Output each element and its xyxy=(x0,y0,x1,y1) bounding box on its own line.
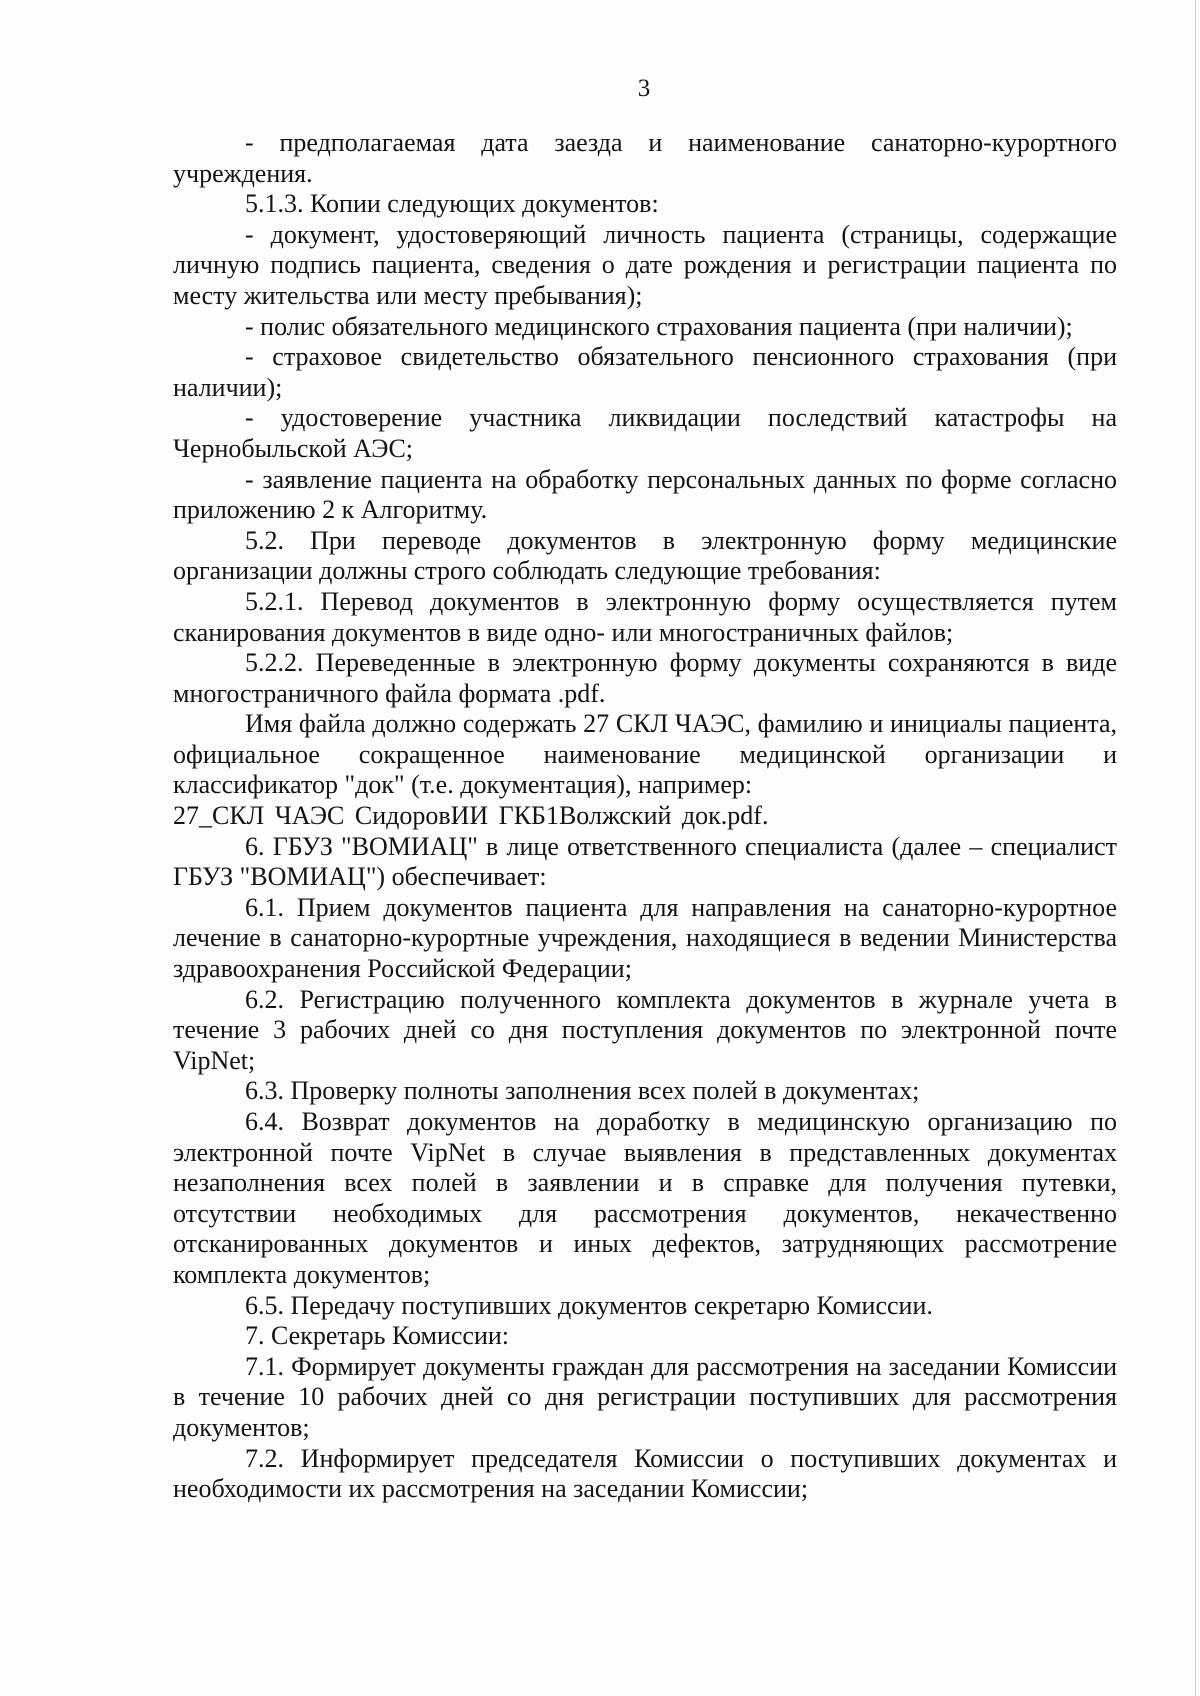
paragraph-6: 6. ГБУЗ "ВОМИАЦ" в лице ответственного специалиста (далее – специалист ГБУЗ "ВОМИАЦ") обеспечивает: xyxy=(173,831,1117,892)
paragraph-5-2-1: 5.2.1. Перевод документов в электронную форму осуществляется путем сканирования документов в виде одно- или многостраничных файлов; xyxy=(173,586,1117,647)
page-number: 3 xyxy=(637,75,651,102)
paragraph-6-2: 6.2. Регистрацию полученного комплекта документов в журнале учета в течение 3 рабочих дней со дня поступления документов по электронной почте VipNet; xyxy=(173,984,1117,1075)
paragraph-insurance-policy: - полис обязательного медицинского страхования пациента (при наличии); xyxy=(245,311,1073,341)
paragraph-5-2: 5.2. При переводе документов в электронную форму медицинские организации должны строго соблюдать следующие требования: xyxy=(173,525,1117,586)
paragraph-pension-certificate: - страховое свидетельство обязательного пенсионного страхования (при наличии); xyxy=(173,342,1117,402)
paragraph-file-name-example: 27_СКЛ ЧАЭС СидоровИИ ГКБ1Волжский док.pdf. xyxy=(173,801,769,831)
paragraph-6-3: 6.3. Проверку полноты заполнения всех полей в документах; xyxy=(245,1076,920,1106)
paragraph-6-5: 6.5. Передачу поступивших документов секретарю Комиссии. xyxy=(245,1290,933,1320)
paragraph-6-4: 6.4. Возврат документов на доработку в медицинскую организацию по электронной почте VipNet в случае выявления в представленных документах незаполнения всех полей в заявлении и в справке для получения путевки, отсутствии необходимых для рассмотрения документов, некачественно отсканированных документов и иных дефектов, затрудняющих рассмотрение комплекта документов; xyxy=(173,1107,1117,1289)
paragraph-file-name-rule: Имя файла должно содержать 27 СКЛ ЧАЭС, фамилию и инициалы пациента, официальное сокращенное наименование медицинской организации и классификатор "док" (т.е. документация), например: xyxy=(173,709,1117,800)
paragraph-7: 7. Секретарь Комиссии: xyxy=(245,1321,509,1351)
document-body xyxy=(173,128,1117,1505)
paragraph-7-2: 7.2. Информирует председателя Комиссии о поступивших документах и необходимости их рассмотрения на заседании Комиссии; xyxy=(173,1443,1117,1504)
paragraph-6-1: 6.1. Прием документов пациента для направления на санаторно-курортное лечение в санаторно-курортные учреждения, находящиеся в ведении Министерства здравоохранения Российской Федерации; xyxy=(173,892,1117,984)
paragraph-5-2-2: 5.2.2. Переведенные в электронную форму документы сохраняются в виде многостраничного файла формата .pdf. xyxy=(173,648,1117,708)
scan-edge-line xyxy=(1195,0,1196,1696)
paragraph-7-1: 7.1. Формирует документы граждан для рассмотрения на заседании Комиссии в течение 10 рабочих дней со дня регистрации поступивших для рассмотрения документов; xyxy=(173,1351,1117,1442)
paragraph-identity-document: - документ, удостоверяющий личность пациента (страницы, содержащие личную подпись пациента, сведения о дате рождения и регистрации пациента по месту жительства или месту пребывания); xyxy=(173,219,1117,310)
paragraph-personal-data-consent: - заявление пациента на обработку персональных данных по форме согласно приложению 2 к Алгоритму. xyxy=(173,464,1117,525)
paragraph-5-1-3: 5.1.3. Копии следующих документов: xyxy=(245,189,659,219)
paragraph-chernobyl-certificate: - удостоверение участника ликвидации последствий катастрофы на Чернобыльской АЭС; xyxy=(173,403,1117,463)
paragraph-arrival-date: - предполагаемая дата заезда и наименование санаторно-курортного учреждения. xyxy=(173,128,1117,188)
